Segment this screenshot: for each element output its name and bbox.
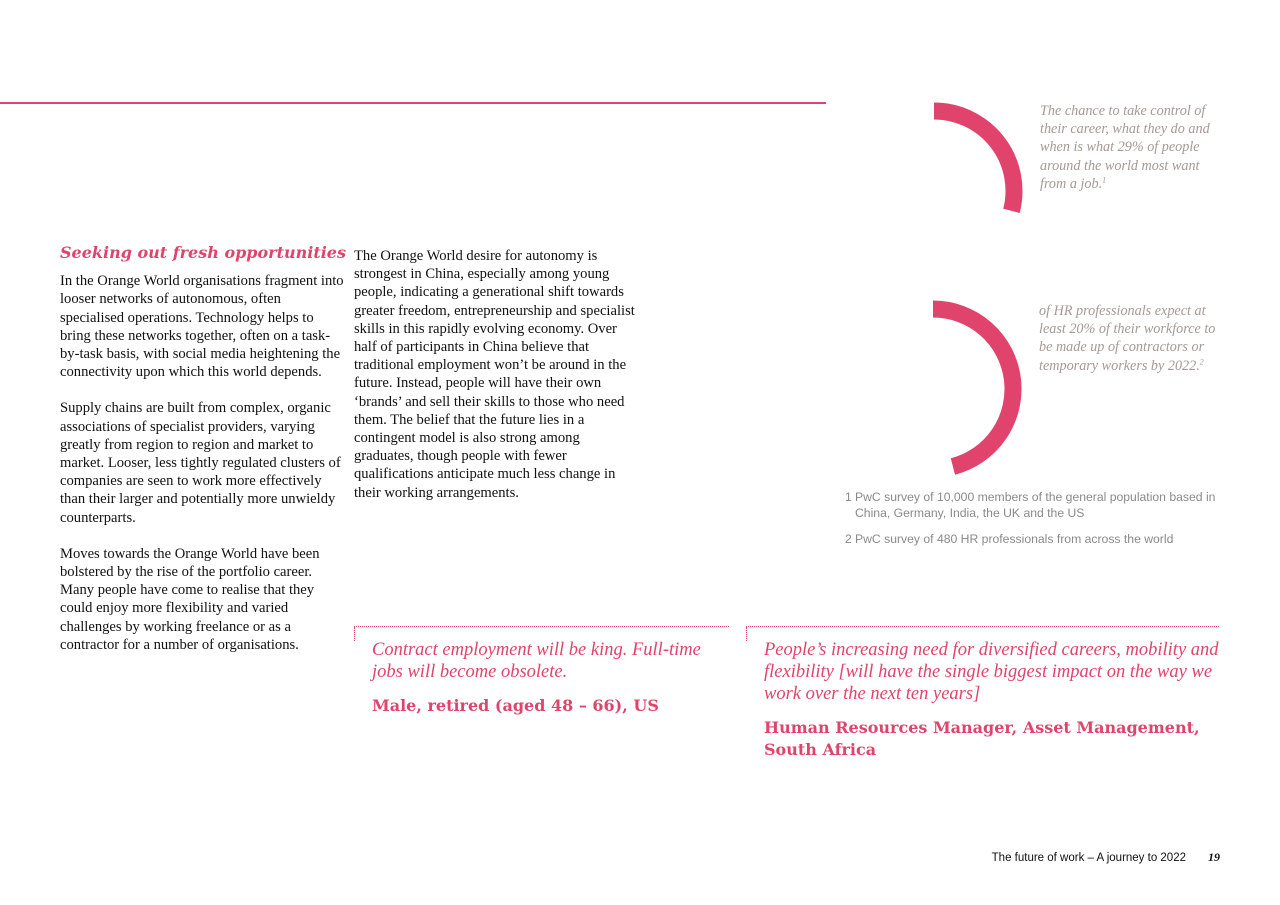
footnote-text: PwC survey of 480 HR professionals from across the world — [855, 532, 1174, 546]
paragraph: Supply chains are built from complex, organic associations of specialist providers, varying greatly from region to region and market to market. Looser, less tightly regulated clusters of companies are seen to work more effectively than their larger and potentially more unwieldy counterparts. — [60, 400, 341, 526]
footnote — [845, 531, 1225, 547]
quote-tick — [746, 627, 747, 641]
page-number: 19 — [1208, 850, 1220, 864]
page-footer — [992, 850, 1220, 865]
middle-column — [354, 247, 639, 520]
footer-title: The future of work – A journey to 2022 — [991, 852, 1186, 864]
paragraph: The Orange World desire for autonomy is strongest in China, especially among young people, indicating a generational shift towards greater freedom, entrepreneurship and specialist skills in this rapidly evolving economy. Over half of participants in China believe that traditional employment won’t be around in the future. Instead, people will have their own ‘brands’ and sell their skills to those who need them. The belief that the future lies in a contingent model is also strong among graduates, though people with fewer qualifications anticipate much less change in their working arrangements. — [354, 248, 635, 501]
quote-text: Contract employment will be king. Full-time jobs will become obsolete. — [372, 640, 701, 682]
footnote-number: 1 — [845, 490, 852, 504]
stat-caption-text: The chance to take control of their career, what they do and when is what 29% of people around the world most want from a job. — [1040, 103, 1210, 192]
quote-tick — [354, 627, 355, 641]
stat-donut-46 — [845, 298, 1030, 483]
stat-caption — [1039, 302, 1219, 375]
quote-attribution: Male, retired (aged 48 – 66), US — [372, 696, 659, 715]
quote-text: People’s increasing need for diversified careers, mobility and flexibility [will have the single biggest impact on the way we work over the next ten years] — [764, 640, 1219, 704]
top-rule — [0, 102, 826, 104]
stat-caption-text: of HR professionals expect at least 20% of their workforce to be made up of contractors or temporary workers by 2022. — [1039, 303, 1216, 374]
footnote — [845, 489, 1225, 521]
quote-box — [746, 626, 1219, 777]
footnote-ref: 1 — [1102, 175, 1107, 185]
stat-caption — [1040, 102, 1215, 193]
donut-arc — [933, 309, 1013, 466]
footnote-ref: 2 — [1199, 356, 1204, 366]
left-column — [60, 244, 345, 672]
stat-donut-29 — [845, 100, 1030, 220]
footnote-text: PwC survey of 10,000 members of the general population based in China, Germany, India, the UK and the US — [855, 490, 1216, 520]
quote-box — [354, 626, 729, 747]
footnote-number: 2 — [845, 532, 852, 546]
paragraph: Moves towards the Orange World have been bolstered by the rise of the portfolio career. Many people have come to realise that they could enjoy more flexibility and varied challenges by working freelance or as a contractor for a number of organisations. — [60, 545, 320, 653]
section-heading: Seeking out fresh opportunities — [60, 243, 346, 262]
footnotes — [845, 489, 1225, 557]
paragraph: In the Orange World organisations fragment into looser networks of autonomous, often specialised operations. Technology helps to bring these networks together, often on a task-by-task basis, with social media heightening the connectivity upon which this world depends. — [60, 273, 344, 381]
quote-attribution: Human Resources Manager, Asset Management, South Africa — [764, 718, 1200, 759]
donut-arc — [934, 111, 1014, 211]
